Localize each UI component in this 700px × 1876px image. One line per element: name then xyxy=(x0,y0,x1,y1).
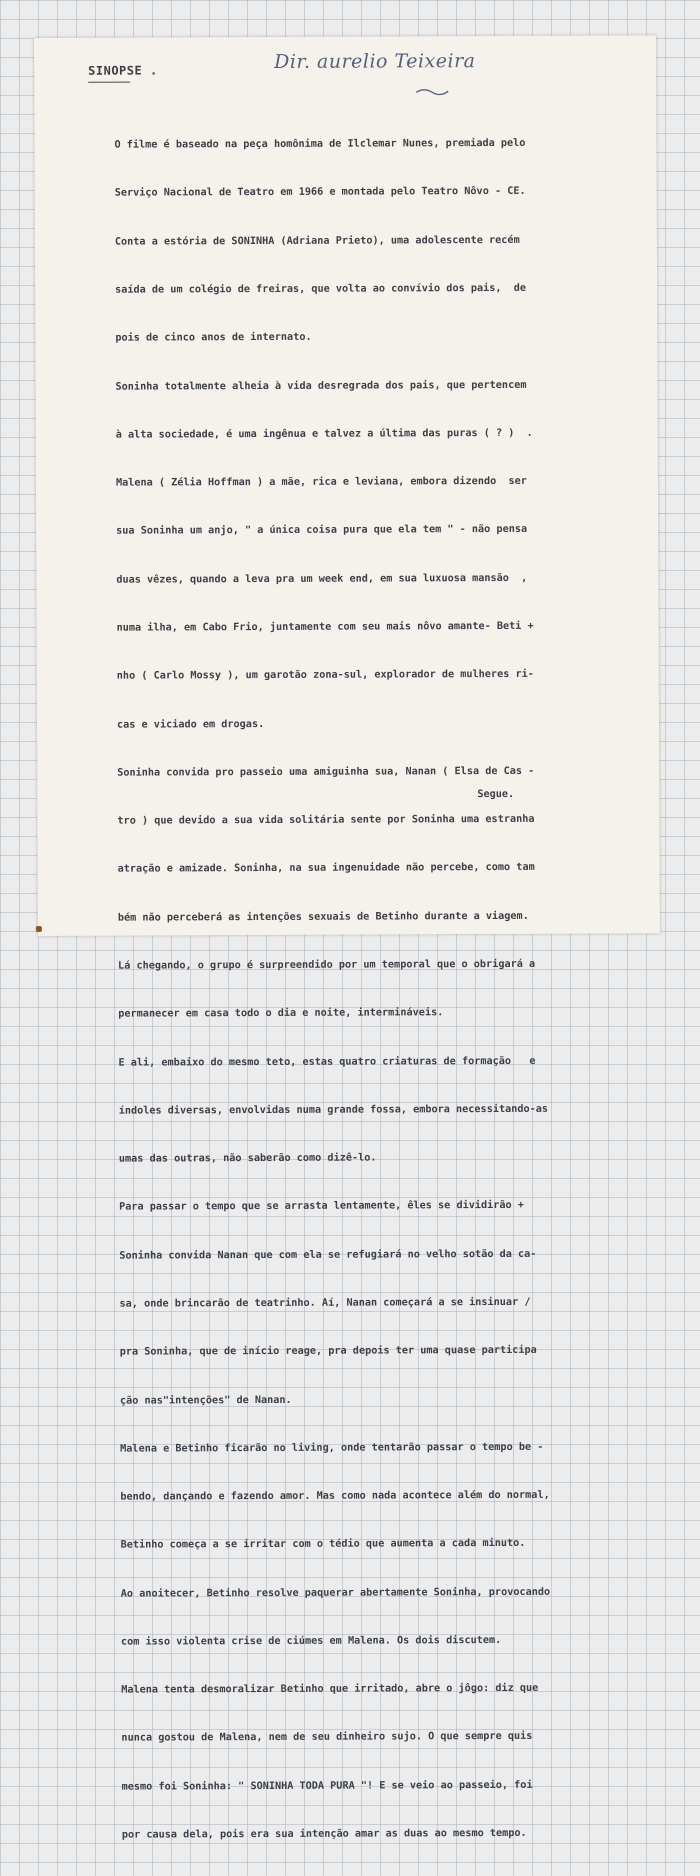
synopsis-line: Soninha convida pro passeio uma amiguinha sua, Nanan ( Elsa de Cas - xyxy=(117,765,535,779)
synopsis-line: O filme é baseado na peça homônima de Ilclemar Nunes, premiada pelo xyxy=(114,138,526,151)
handwritten-flourish xyxy=(414,86,454,96)
synopsis-line: índoles diversas, envolvidas numa grande fossa, embora necessitando-as xyxy=(118,1103,549,1117)
synopsis-line: E ali, embaixo do mesmo teto, estas quatro criaturas de formação e xyxy=(118,1055,536,1069)
synopsis-line: numa ilha, em Cabo Frio, juntamente com seu mais nôvo amante- Beti + xyxy=(116,620,534,634)
synopsis-line: pra Soninha, que de início reage, pra depois ter uma quase participa xyxy=(119,1345,537,1358)
document-heading: SINOPSE . xyxy=(88,63,158,78)
typed-page xyxy=(34,35,660,1841)
synopsis-line: atração e amizade. Soninha, na sua ingenuidade não percebe, como tam xyxy=(117,862,535,876)
synopsis-line: ção nas"intenções" de Nanan. xyxy=(119,1394,292,1407)
heading-underline xyxy=(88,82,130,83)
synopsis-line: bém não perceberá as intenções sexuais de Betinho durante a viagem. xyxy=(117,910,529,924)
synopsis-line: Ao anoitecer, Betinho resolve paquerar abertamente Soninha, provocando xyxy=(120,1586,551,1600)
synopsis-line: bendo, dançando e fazendo amor. Mas como nada acontece além do normal, xyxy=(120,1489,550,1503)
paper-stain xyxy=(36,926,42,932)
synopsis-line: por causa dela, pois era sua intenção amar as duas ao mesmo tempo. xyxy=(121,1827,527,1841)
synopsis-body xyxy=(114,103,642,1876)
synopsis-line: Malena ( Zélia Hoffman ) a mãe, rica e leviana, embora dizendo ser xyxy=(115,476,527,489)
synopsis-line: Betinho começa a se irritar com o tédio que aumenta a cada minuto. xyxy=(120,1538,526,1551)
synopsis-line: permanecer em casa todo o dia e noite, intermináveis. xyxy=(118,1007,444,1020)
synopsis-line: sua Soninha um anjo, " a única coisa pura que ela tem " - não pensa xyxy=(116,524,528,538)
synopsis-line: tro ) que devido a sua vida solitária sente por Soninha uma estranha xyxy=(117,813,535,827)
synopsis-line: Serviço Nacional de Teatro em 1966 e montada pelo Teatro Nôvo - CE. xyxy=(114,186,526,200)
synopsis-line: Malena tenta desmoralizar Betinho que irritado, abre o jôgo: diz que xyxy=(121,1683,539,1696)
synopsis-line: sa, onde brincarão de teatrinho. Aí, Nanan começará a se insinuar / xyxy=(119,1296,531,1310)
synopsis-line: Soninha convida Nanan que com ela se refugiará no velho sotão da ca- xyxy=(119,1248,537,1262)
synopsis-line: mesmo foi Soninha: " SONINHA TODA PURA "! E se veio ao passeio, foi xyxy=(121,1779,533,1793)
handwritten-annotation: Dir. aurelio Teixeira xyxy=(274,50,476,73)
synopsis-line: pois de cinco anos de internato. xyxy=(115,332,312,344)
synopsis-line: saída de um colégio de freiras, que volta ao convívio dos pais, de xyxy=(115,282,527,296)
synopsis-line: Malena e Betinho ficarão no living, onde tentarão passar o tempo be - xyxy=(120,1441,544,1455)
synopsis-line: Para passar o tempo que se arrasta lentamente, êles se dividirão + xyxy=(119,1200,524,1214)
synopsis-line: Soninha totalmente alheia à vida desregrada dos pais, que pertencem xyxy=(115,379,527,393)
synopsis-line: nunca gostou de Malena, nem de seu dinheiro sujo. O que sempre quis xyxy=(121,1731,533,1745)
synopsis-line: cas e viciado em drogas. xyxy=(116,718,265,731)
continuation-note: Segue. xyxy=(477,788,515,801)
synopsis-line: com isso violenta crise de ciúmes em Malena. Os dois discutem. xyxy=(120,1634,502,1648)
synopsis-line: Conta a estória de SONINHA (Adriana Prieto), uma adolescente recém xyxy=(114,234,520,248)
synopsis-line: duas vêzes, quando a leva pra um week end, em sua luxuosa mansão , xyxy=(116,572,528,586)
synopsis-line: nho ( Carlo Mossy ), um garotão zona-sul, explorador de mulheres ri- xyxy=(116,669,534,682)
synopsis-line: Lá chegando, o grupo é surpreendido por um temporal que o obrigará a xyxy=(118,958,536,972)
synopsis-line: umas das outras, não saberão como dizê-lo. xyxy=(118,1152,377,1165)
synopsis-line: à alta sociedade, é uma ingênua e talvez a última das puras ( ? ) . xyxy=(115,427,533,441)
